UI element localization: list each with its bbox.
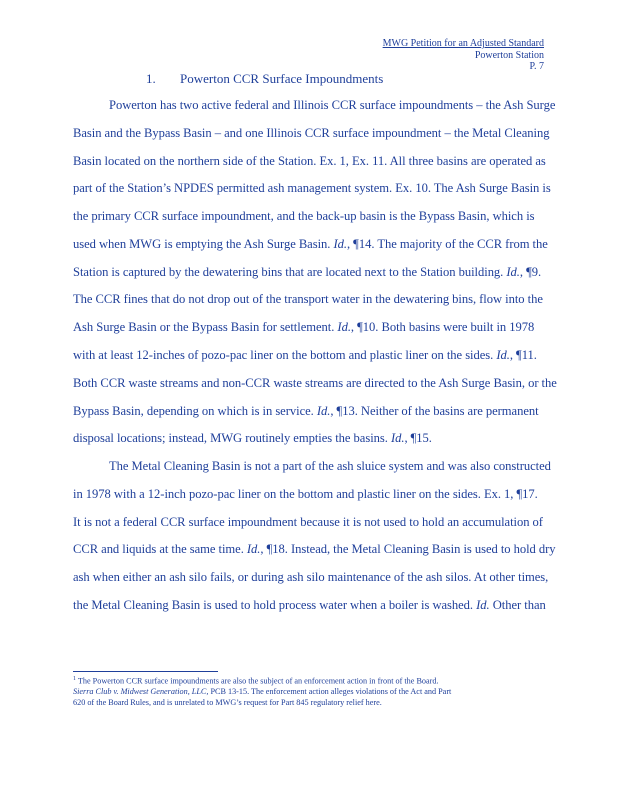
footnote-case-name: Sierra Club v. Midwest Generation, LLC, [73,687,209,696]
body-text: disposal locations; instead, MWG routinely empties the basins. [73,431,388,445]
footnote-text: PCB 13-15. The enforcement action alleges violations of the Act and Part [208,687,452,696]
body-text: The majority of the CCR from the [377,237,548,251]
id-citation: Id. [496,348,510,362]
id-citation: Id. [390,431,405,445]
footnote-marker: 1 [73,676,76,682]
paragraph-ref: , ¶14. [346,237,375,251]
document-title: MWG Petition for an Adjusted Standard [382,38,544,49]
section-number: 1. [146,71,156,86]
footnote-line [73,687,451,696]
paragraph-ref: , ¶15. [404,431,432,445]
id-citation: Id. [316,404,331,418]
body-line: ash when either an ash silo fails, or during ash silo maintenance of the ash silos. At other times, [73,570,549,584]
body-text: with at least 12-inches of pozo-pac liner on the bottom and plastic liner on the sides. [73,348,494,362]
section-title: Powerton CCR Surface Impoundments [180,71,384,86]
id-citation: Id. [476,598,490,612]
body-text: Neither of the basins are permanent [360,404,539,418]
footnote-divider [73,671,218,672]
body-line [73,598,546,613]
body-line: Basin located on the northern side of the Station. Ex. 1, Ex. 11. All three basins are operated as [73,154,546,168]
body-line: Both CCR waste streams and non-CCR waste streams are directed to the Ash Surge Basin, or the [73,376,557,390]
footnote-line: 620 of the Board Rules, and is unrelated to MWG’s request for Part 845 regulatory relief here. [73,698,382,707]
section-heading [146,71,383,87]
body-line [73,237,548,252]
page-header [383,38,544,73]
footnote-line [73,676,439,686]
paragraph-ref: , ¶9. [519,265,542,279]
paragraph-ref: , ¶18. [260,542,288,556]
body-line: Powerton has two active federal and Illinois CCR surface impoundments – the Ash Surge [109,98,556,112]
body-text: CCR and liquids at the same time. [73,542,244,556]
footnote-text: The Powerton CCR surface impoundments are also the subject of an enforcement action in front of the Board. [77,676,439,686]
page-number: P. 7 [529,61,544,72]
station-name: Powerton Station [474,49,544,61]
body-text: the Metal Cleaning Basin is used to hold process water when a boiler is washed. [73,598,474,612]
paragraph-ref: , ¶13. [330,404,358,418]
body-text: Instead, the Metal Cleaning Basin is used to hold dry [290,542,556,556]
body-line: It is not a federal CCR surface impoundment because it is not used to hold an accumulation of [73,515,543,529]
body-line [73,542,556,557]
body-text: Other than [492,598,546,612]
body-line: The Metal Cleaning Basin is not a part of the ash sluice system and was also constructed [109,459,551,473]
body-text: Both basins were built in 1978 [381,320,535,334]
id-citation: Id. [337,320,351,334]
body-line: The CCR fines that do not drop out of the transport water in the dewatering bins, flow into the [73,292,543,306]
paragraph-ref: , ¶11. [509,348,537,362]
body-line [73,348,537,363]
body-text: Ash Surge Basin or the Bypass Basin for settlement. [73,320,335,334]
body-line: the primary CCR surface impoundment, and the back-up basin is the Bypass Basin, which is [73,209,535,223]
body-text: used when MWG is emptying the Ash Surge Basin. [73,237,331,251]
body-line [73,404,539,419]
body-line [73,320,534,335]
body-text: Bypass Basin, depending on which is in service. [73,404,314,418]
body-text: Station is captured by the dewatering bins that are located next to the Station building. [73,265,504,279]
body-line [73,431,432,446]
paragraph-ref: , ¶10. [350,320,379,334]
id-citation: Id. [246,542,261,556]
body-line: in 1978 with a 12-inch pozo-pac liner on the bottom and plastic liner on the sides. Ex. 1, ¶17. [73,487,538,501]
body-line: part of the Station’s NPDES permitted ash management system. Ex. 10. The Ash Surge Basin is [73,181,551,195]
body-line [73,265,541,280]
id-citation: Id. [506,265,520,279]
id-citation: Id. [333,237,347,251]
body-line: Basin and the Bypass Basin – and one Illinois CCR surface impoundment – the Metal Cleaning [73,126,550,140]
